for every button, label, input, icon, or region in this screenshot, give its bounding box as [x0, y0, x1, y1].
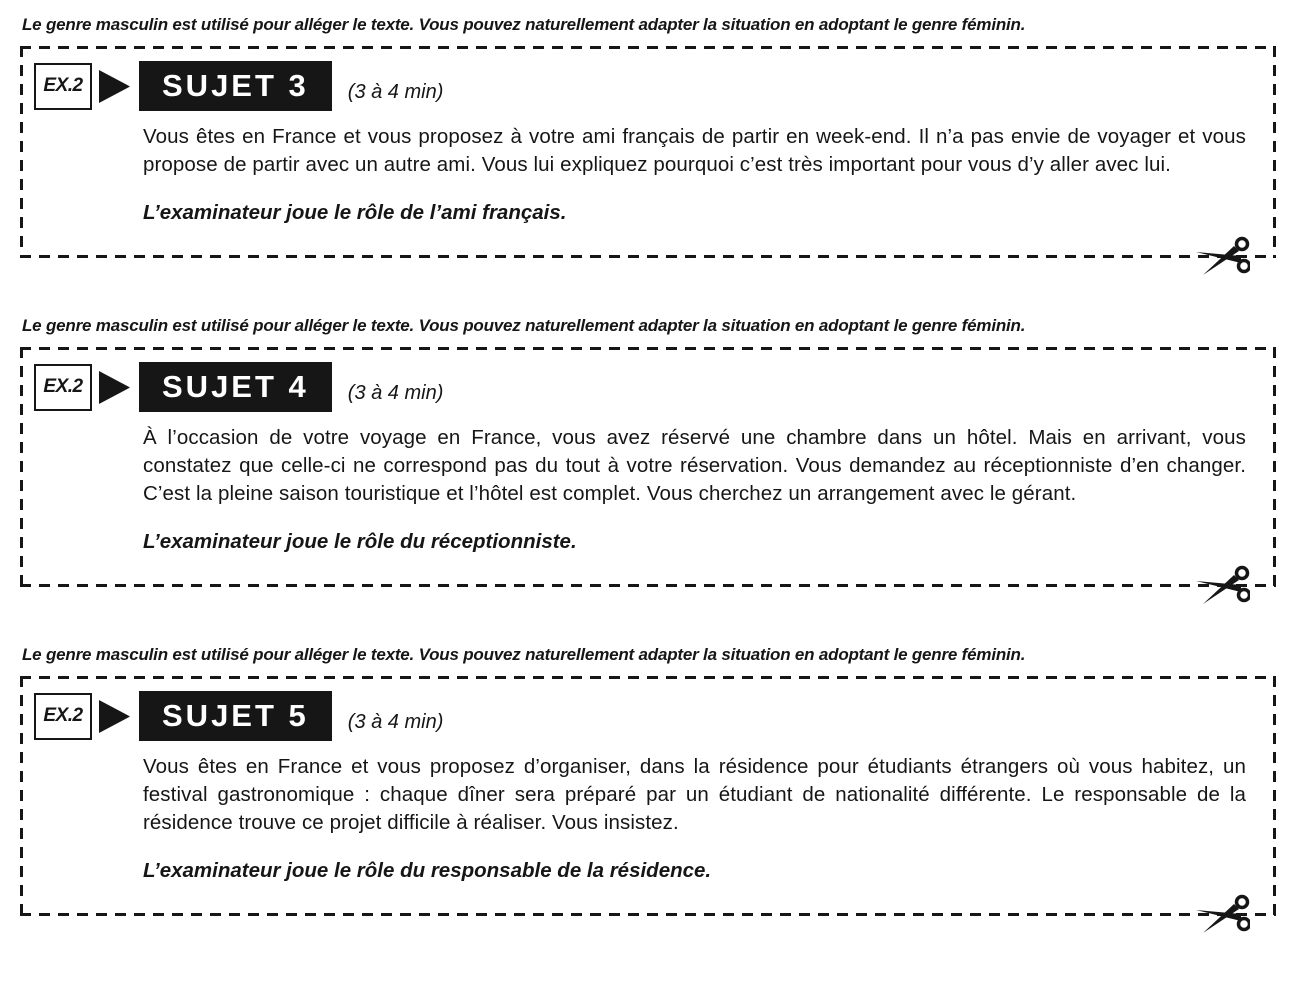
scenario-text: Vous êtes en France et vous proposez à votre ami français de partir en week-end. Il n’a pas envie de voyager et vous propose de partir avec un autre ami. Vous lui expliquez pourquoi c’est très important pour vous d’y aller avec lui. [143, 125, 1246, 176]
duration-label: (3 à 4 min) [347, 80, 444, 103]
exercise-badge: EX.2 [34, 63, 92, 110]
arrow-right-icon [99, 371, 130, 404]
scissors-icon [1196, 235, 1250, 275]
title-row [34, 691, 1246, 741]
duration-label: (3 à 4 min) [347, 381, 444, 404]
arrow-right-icon [99, 70, 130, 103]
title-row [34, 362, 1246, 412]
subject-card-sujet-3 [20, 14, 1278, 258]
scenario-text: Vous êtes en France et vous proposez d’organiser, dans la résidence pour étudiants étrangers où vous habitez, un festival gastronomique : chaque dîner sera préparé par un étudiant de nationalité différente. Le responsable de la résidence trouve ce projet difficile à réaliser. Vous insistez. [143, 755, 1246, 834]
cut-border-box [20, 676, 1276, 916]
subject-title: SUJET 3 [139, 61, 332, 111]
cut-border-box [20, 46, 1276, 258]
exercise-badge: EX.2 [34, 364, 92, 411]
examiner-role-text: L’examinateur joue le rôle de l’ami français. [143, 201, 567, 224]
subject-card-sujet-5 [20, 644, 1278, 916]
gender-note: Le genre masculin est utilisé pour alléger le texte. Vous pouvez naturellement adapter la situation en adoptant le genre féminin. [22, 645, 1026, 664]
scissors-icon [1196, 564, 1250, 604]
gender-note: Le genre masculin est utilisé pour alléger le texte. Vous pouvez naturellement adapter la situation en adoptant le genre féminin. [22, 15, 1026, 34]
duration-label: (3 à 4 min) [347, 710, 444, 733]
cut-border-box [20, 347, 1276, 587]
gender-note: Le genre masculin est utilisé pour alléger le texte. Vous pouvez naturellement adapter la situation en adoptant le genre féminin. [22, 316, 1026, 335]
examiner-role-text: L’examinateur joue le rôle du réceptionniste. [143, 530, 577, 553]
subject-card-sujet-4 [20, 315, 1278, 587]
scissors-icon [1196, 893, 1250, 933]
subject-title: SUJET 4 [139, 362, 332, 412]
title-row [34, 61, 1246, 111]
examiner-role-text: L’examinateur joue le rôle du responsable de la résidence. [143, 859, 712, 882]
arrow-right-icon [99, 700, 130, 733]
exercise-badge: EX.2 [34, 693, 92, 740]
subject-title: SUJET 5 [139, 691, 332, 741]
scenario-text: À l’occasion de votre voyage en France, vous avez réservé une chambre dans un hôtel. Mais en arrivant, vous constatez que celle-ci ne correspond pas du tout à votre réservation. Vous demandez au réceptionniste d’en changer. C’est la pleine saison touristique et l’hôtel est complet. Vous cherchez un arrangement avec le gérant. [143, 426, 1246, 505]
